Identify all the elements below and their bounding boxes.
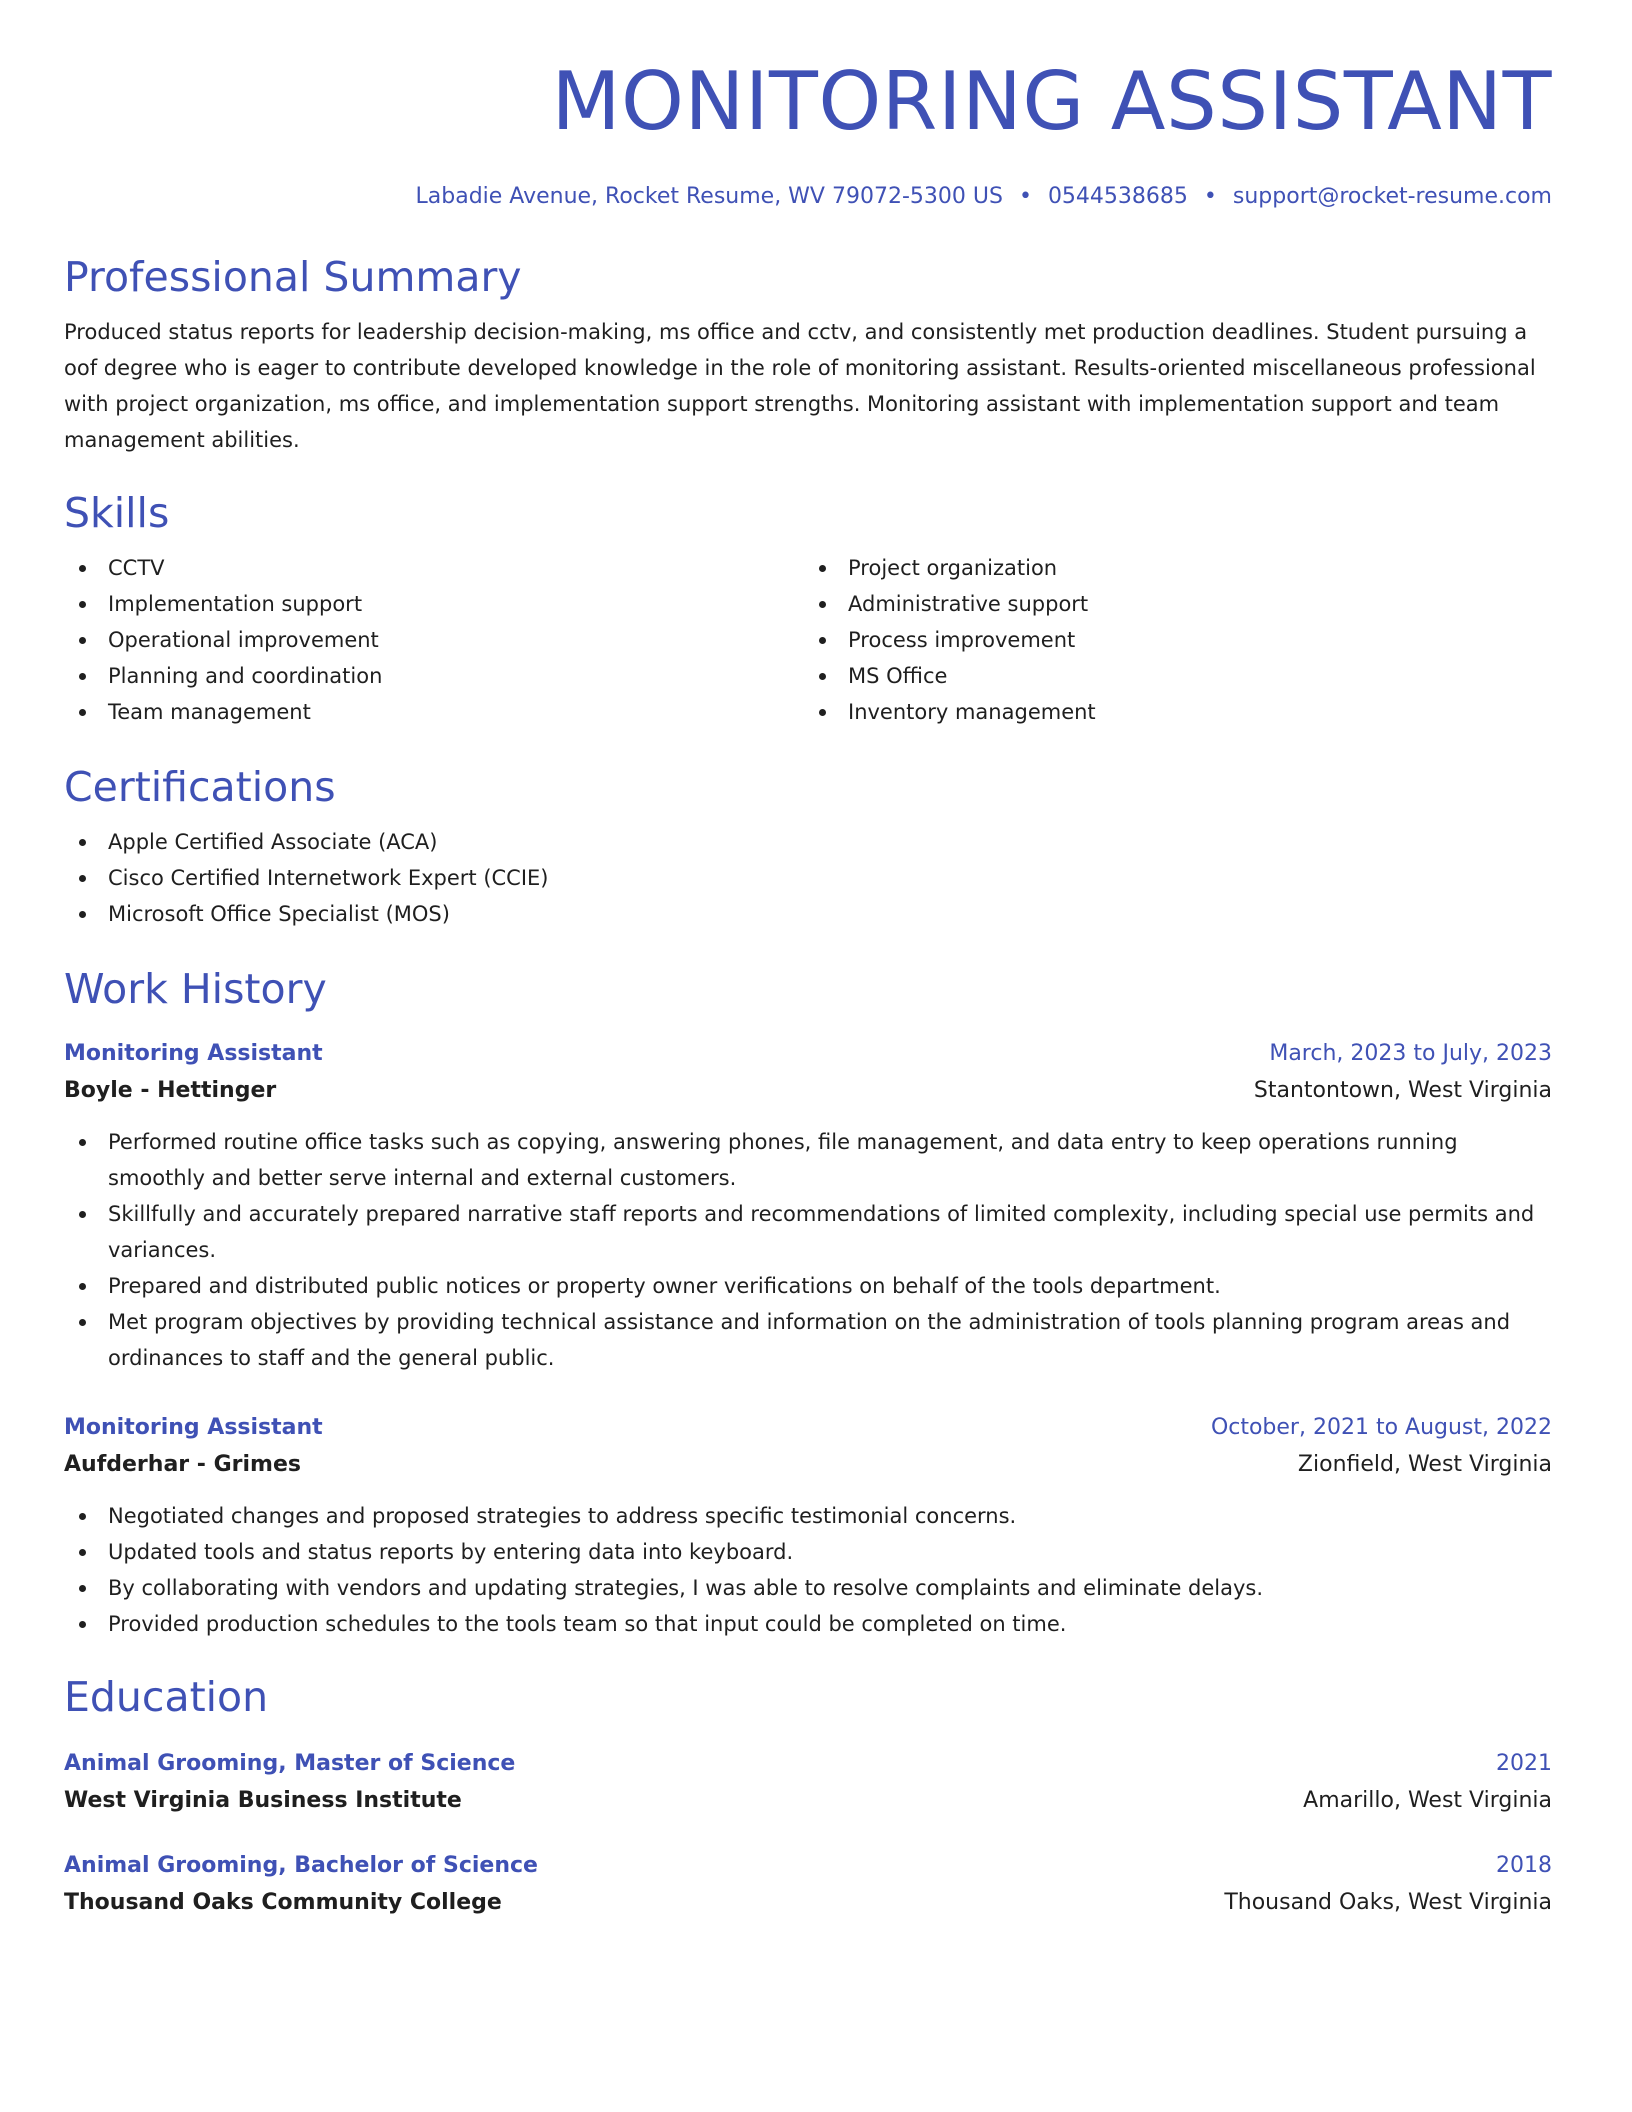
education-entry: [64, 1848, 1552, 1922]
degree-year: 2021: [1496, 1751, 1552, 1776]
bullet-icon: [819, 601, 826, 608]
skill-item: Project organization: [804, 550, 1544, 586]
bullet-icon: [79, 1319, 86, 1326]
skill-item: Inventory management: [804, 694, 1544, 730]
contact-email: support@rocket-resume.com: [1232, 184, 1552, 209]
certifications-heading: Certifications: [64, 763, 336, 811]
skills-column-left: [64, 550, 804, 730]
contact-address: Labadie Avenue, Rocket Resume, WV 79072-5300 US: [415, 184, 1003, 209]
job-dates: October, 2021 to August, 2022: [1210, 1415, 1552, 1440]
summary-text: Produced status reports for leadership decision-making, ms office and cctv, and consistently met production deadlines. Student pursuing a oof degree who is eager to contribute developed knowledge in the role of monitoring assistant. Results-oriented miscellaneous professional with project organization, ms office, and implementation support strengths. Monitoring assistant with implementation support and team management abilities.: [64, 320, 1536, 452]
job-bullet: Met program objectives by providing technical assistance and information on the administration of tools planning program areas and ordinances to staff and the general public.: [64, 1304, 1552, 1376]
certification-item: Cisco Certified Internetwork Expert (CCIE): [64, 860, 1552, 896]
job-bullet: Skillfully and accurately prepared narrative staff reports and recommendations of limited complexity, including special use permits and variances.: [64, 1196, 1552, 1268]
work-history-heading: Work History: [64, 965, 327, 1013]
skill-item: Process improvement: [804, 622, 1544, 658]
skill-item: CCTV: [64, 550, 804, 586]
bullet-icon: [79, 911, 86, 918]
contact-separator: •: [1018, 184, 1032, 209]
school-location: Amarillo, West Virginia: [1303, 1788, 1552, 1813]
skill-item: Implementation support: [64, 586, 804, 622]
job-bullet: Performed routine office tasks such as copying, answering phones, file management, and data entry to keep operations running smoothly and better serve internal and external customers.: [64, 1124, 1552, 1196]
bullet-icon: [79, 1139, 86, 1146]
job-bullet: Provided production schedules to the tools team so that input could be completed on time.: [64, 1606, 1552, 1642]
bullet-icon: [819, 709, 826, 716]
school-name: Thousand Oaks Community College: [64, 1890, 502, 1915]
education-entry: [64, 1746, 1552, 1820]
skill-item: Planning and coordination: [64, 658, 804, 694]
skills-grid: [64, 550, 1552, 730]
bullet-icon: [79, 1211, 86, 1218]
bullet-icon: [79, 673, 86, 680]
skills-list-right: [804, 550, 1544, 730]
skill-item: Team management: [64, 694, 804, 730]
skill-item: Operational improvement: [64, 622, 804, 658]
job-location: Zionfield, West Virginia: [1297, 1452, 1552, 1477]
contact-line: [64, 182, 1552, 212]
contact-separator: •: [1203, 184, 1217, 209]
job-bullet: By collaborating with vendors and updating strategies, I was able to resolve complaints and eliminate delays.: [64, 1570, 1552, 1606]
job-company: Boyle - Hettinger: [64, 1078, 277, 1103]
bullet-icon: [79, 601, 86, 608]
job-bullets: [64, 1124, 1552, 1376]
certification-item: Apple Certified Associate (ACA): [64, 824, 1552, 860]
job-bullets: [64, 1498, 1552, 1642]
bullet-icon: [79, 709, 86, 716]
bullet-icon: [79, 1549, 86, 1556]
job-company: Aufderhar - Grimes: [64, 1452, 301, 1477]
summary-heading: Professional Summary: [64, 253, 522, 301]
bullet-icon: [79, 565, 86, 572]
skills-list-left: [64, 550, 804, 730]
contact-phone: 0544538685: [1047, 184, 1188, 209]
skill-item: MS Office: [804, 658, 1544, 694]
job-bullet: Updated tools and status reports by entering data into keyboard.: [64, 1534, 1552, 1570]
skill-item: Administrative support: [804, 586, 1544, 622]
degree-year: 2018: [1496, 1853, 1552, 1878]
job-entry: [64, 1410, 1552, 1642]
bullet-icon: [79, 1585, 86, 1592]
bullet-icon: [79, 1513, 86, 1520]
certifications-list: [64, 824, 1552, 932]
job-title: Monitoring Assistant: [64, 1415, 323, 1440]
school-location: Thousand Oaks, West Virginia: [1224, 1890, 1552, 1915]
bullet-icon: [79, 637, 86, 644]
job-entry: [64, 1036, 1552, 1376]
skills-heading: Skills: [64, 489, 170, 537]
bullet-icon: [819, 673, 826, 680]
skills-column-right: [804, 550, 1544, 730]
bullet-icon: [79, 1621, 86, 1628]
job-title: Monitoring Assistant: [64, 1041, 323, 1066]
degree-title: Animal Grooming, Master of Science: [64, 1751, 516, 1776]
bullet-icon: [79, 1283, 86, 1290]
bullet-icon: [819, 565, 826, 572]
school-name: West Virginia Business Institute: [64, 1788, 462, 1813]
degree-title: Animal Grooming, Bachelor of Science: [64, 1853, 538, 1878]
bullet-icon: [79, 875, 86, 882]
resume-name: MONITORING ASSISTANT: [551, 55, 1552, 148]
certification-item: Microsoft Office Specialist (MOS): [64, 896, 1552, 932]
job-bullet: Prepared and distributed public notices or property owner verifications on behalf of the tools department.: [64, 1268, 1552, 1304]
education-heading: Education: [64, 1673, 269, 1721]
job-bullet: Negotiated changes and proposed strategies to address specific testimonial concerns.: [64, 1498, 1552, 1534]
job-location: Stantontown, West Virginia: [1253, 1078, 1552, 1103]
bullet-icon: [79, 839, 86, 846]
bullet-icon: [819, 637, 826, 644]
job-dates: March, 2023 to July, 2023: [1269, 1041, 1552, 1066]
